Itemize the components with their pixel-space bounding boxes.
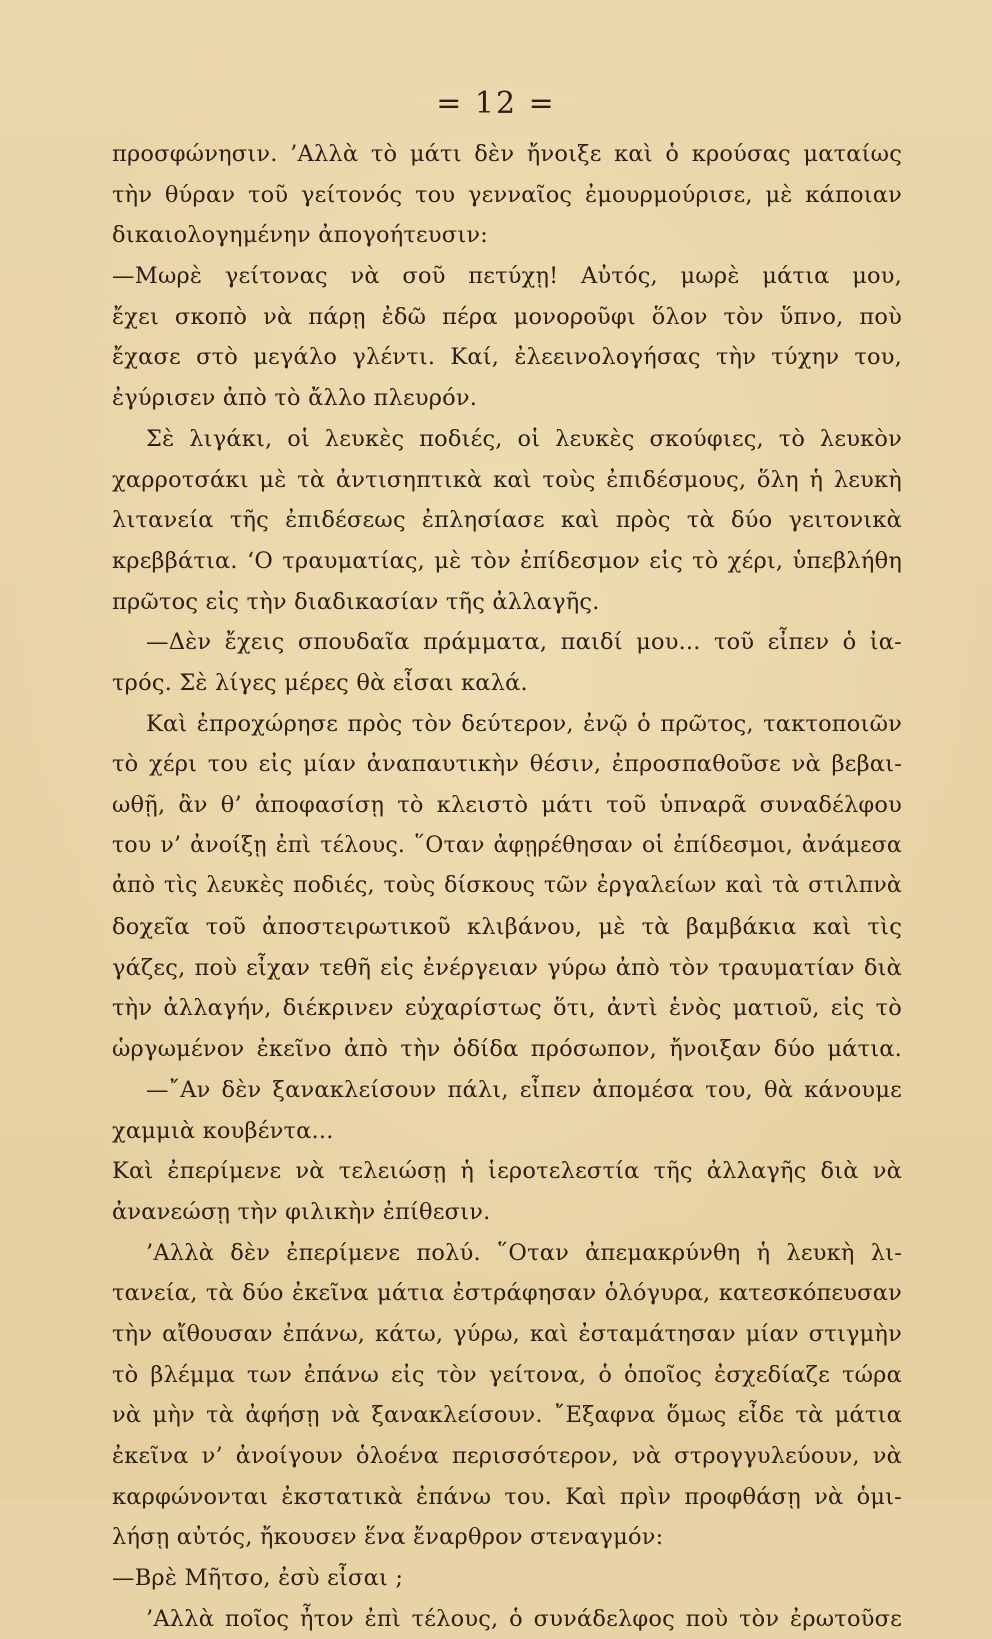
text-line: —Δὲν ἔχεις σπουδαῖα πράμματα, παιδί μου... τοῦ εἶπεν ὁ ἰα- bbox=[146, 629, 902, 656]
text-line: ἐκεῖνα ν’ ἀνοίγουν ὁλοένα περισσότερον, νὰ στρογγυλεύουν, νὰ bbox=[112, 1443, 902, 1469]
text-line: ἔχασε στὸ μεγάλο γλέντι. Καί, ἐλεεινολογήσας τὴν τύχην του, bbox=[112, 344, 902, 371]
text-line: ἀπὸ τὶς λευκὲς ποδιές, τοὺς δίσκους τῶν ἐργαλείων καὶ τὰ στιλπνὰ bbox=[112, 873, 902, 899]
text-line: τὴν ἀλλαγήν, διέκρινεν εὐχαρίστως ὅτι, ἀντὶ ἑνὸς ματιοῦ, εἰς τὸ bbox=[112, 995, 902, 1022]
text-line: προσφώνησιν. ’Αλλὰ τὸ μάτι δὲν ἤνοιξε καὶ ὁ κρούσας ματαίως bbox=[112, 141, 902, 167]
text-line: ωθῇ, ἂν θ’ ἀποφασίσῃ τὸ κλειστὸ μάτι τοῦ ὑπναρᾶ συναδέλφου bbox=[112, 792, 902, 818]
text-line: πρῶτος εἰς τὴν διαδικασίαν τῆς ἀλλαγῆς. bbox=[112, 588, 600, 615]
text-line: τρός. Σὲ λίγες μέρες θὰ εἶσαι καλά. bbox=[112, 669, 528, 696]
text-line: λιτανεία τῆς ἐπιδέσεως ἐπλησίασε καὶ πρὸς τὰ δύο γειτονικὰ bbox=[112, 507, 902, 534]
text-line: τὸ χέρι του εἰς μίαν ἀναπαυτικὴν θέσιν, ἐπροσπαθοῦσε νὰ βεβαι- bbox=[112, 751, 902, 778]
text-line: τανεία, τὰ δύο ἐκεῖνα μάτια ἐστράφησαν ὁλόγυρα, κατεσκόπευσαν bbox=[112, 1280, 902, 1307]
text-line: δικαιολογημένην ἀπογοήτευσιν: bbox=[112, 222, 489, 249]
body-text bbox=[112, 134, 902, 1639]
text-line: —Βρὲ Μῆτσο, ἐσὺ εἶσαι ; bbox=[112, 1565, 404, 1592]
page-number: = 12 = bbox=[436, 86, 556, 121]
text-line: χαρροτσάκι μὲ τὰ ἀντισηπτικὰ καὶ τοὺς ἐπιδέσμους, ὅλη ἡ λευκὴ bbox=[112, 466, 902, 493]
text-line: —῎Αν δὲν ξανακλείσουν πάλι, εἶπεν ἀπομέσα του, θὰ κάνουμε bbox=[146, 1076, 902, 1103]
text-line: ἐγύρισεν ἀπὸ τὸ ἄλλο πλευρόν. bbox=[112, 385, 478, 412]
text-line: ἀνανεώσῃ τὴν φιλικὴν ἐπίθεσιν. bbox=[112, 1198, 491, 1225]
text-line: ’Αλλὰ ποῖος ἦτον ἐπὶ τέλους, ὁ συνάδελφος ποὺ τὸν ἐρωτοῦσε bbox=[146, 1605, 902, 1632]
text-line: κρεββάτια. ‘Ο τραυματίας, μὲ τὸν ἐπίδεσμον εἰς τὸ χέρι, ὑπεβλήθη bbox=[112, 547, 902, 574]
text-line: νὰ μὴν τὰ ἀφήσῃ νὰ ξανακλείσουν. ῎Εξαφνα ὅμως εἶδε τὰ μάτια bbox=[112, 1402, 902, 1429]
text-line: τὸ βλέμμα των ἐπάνω εἰς τὸν γείτονα, ὁ ὁποῖος ἐσχεδίαζε τώρα bbox=[112, 1361, 902, 1388]
text-line: ὡργωμένον ἐκεῖνο ἀπὸ τὴν ὀδίδα πρόσωπον, ἤνοιξαν δύο μάτια. bbox=[112, 1036, 902, 1063]
text-line: ἔχει σκοπὸ νὰ πάρῃ ἐδῶ πέρα μονοροῦφι ὅλον τὸν ὕπνο, ποὺ bbox=[112, 303, 902, 330]
text-line: Σὲ λιγάκι, οἱ λευκὲς ποδιές, οἱ λευκὲς σκούφιες, τὸ λευκὸν bbox=[146, 425, 902, 452]
text-line: τὴν αἴθουσαν ἐπάνω, κάτω, γύρω, καὶ ἐσταμάτησαν μίαν στιγμὴν bbox=[112, 1320, 902, 1347]
text-line: —Μωρὲ γείτονας νὰ σοῦ πετύχῃ! Αὐτός, μωρὲ μάτια μου, bbox=[112, 263, 902, 290]
text-line: καρφώνονται ἐκστατικὰ ἐπάνω του. Καὶ πρὶν προφθάσῃ νὰ ὁμι- bbox=[112, 1483, 902, 1510]
text-line: Καὶ ἐπερίμενε νὰ τελειώσῃ ἡ ἱεροτελεστία τῆς ἀλλαγῆς διὰ νὰ bbox=[112, 1158, 902, 1185]
text-line: δοχεῖα τοῦ ἀποστειρωτικοῦ κλιβάνου, μὲ τὰ βαμβάκια καὶ τὶς bbox=[112, 914, 902, 941]
text-line: χαμμιὰ κουβέντα... bbox=[112, 1117, 334, 1144]
text-line: του ν’ ἀνοίξῃ ἐπὶ τέλους. ῞Οταν ἀφῃρέθησαν οἱ ἐπίδεσμοι, ἀνάμεσα bbox=[112, 832, 902, 858]
text-line: Καὶ ἐπροχώρησε πρὸς τὸν δεύτερον, ἐνῷ ὁ πρῶτος, τακτοποιῶν bbox=[146, 710, 902, 737]
text-line: τὴν θύραν τοῦ γείτονός του γενναῖος ἐμουρμούρισε, μὲ κάποιαν bbox=[112, 181, 902, 208]
text-line: γάζες, ποὺ εἶχαν τεθῆ εἰς ἐνέργειαν γύρω ἀπὸ τὸν τραυματίαν διὰ bbox=[112, 954, 902, 981]
text-line: ’Αλλὰ δὲν ἐπερίμενε πολύ. ῞Οταν ἀπεμακρύνθη ἡ λευκὴ λι- bbox=[146, 1239, 902, 1266]
text-line: λήσῃ αὐτός, ἤκουσεν ἕνα ἔναρθρον στεναγμόν: bbox=[112, 1524, 664, 1551]
